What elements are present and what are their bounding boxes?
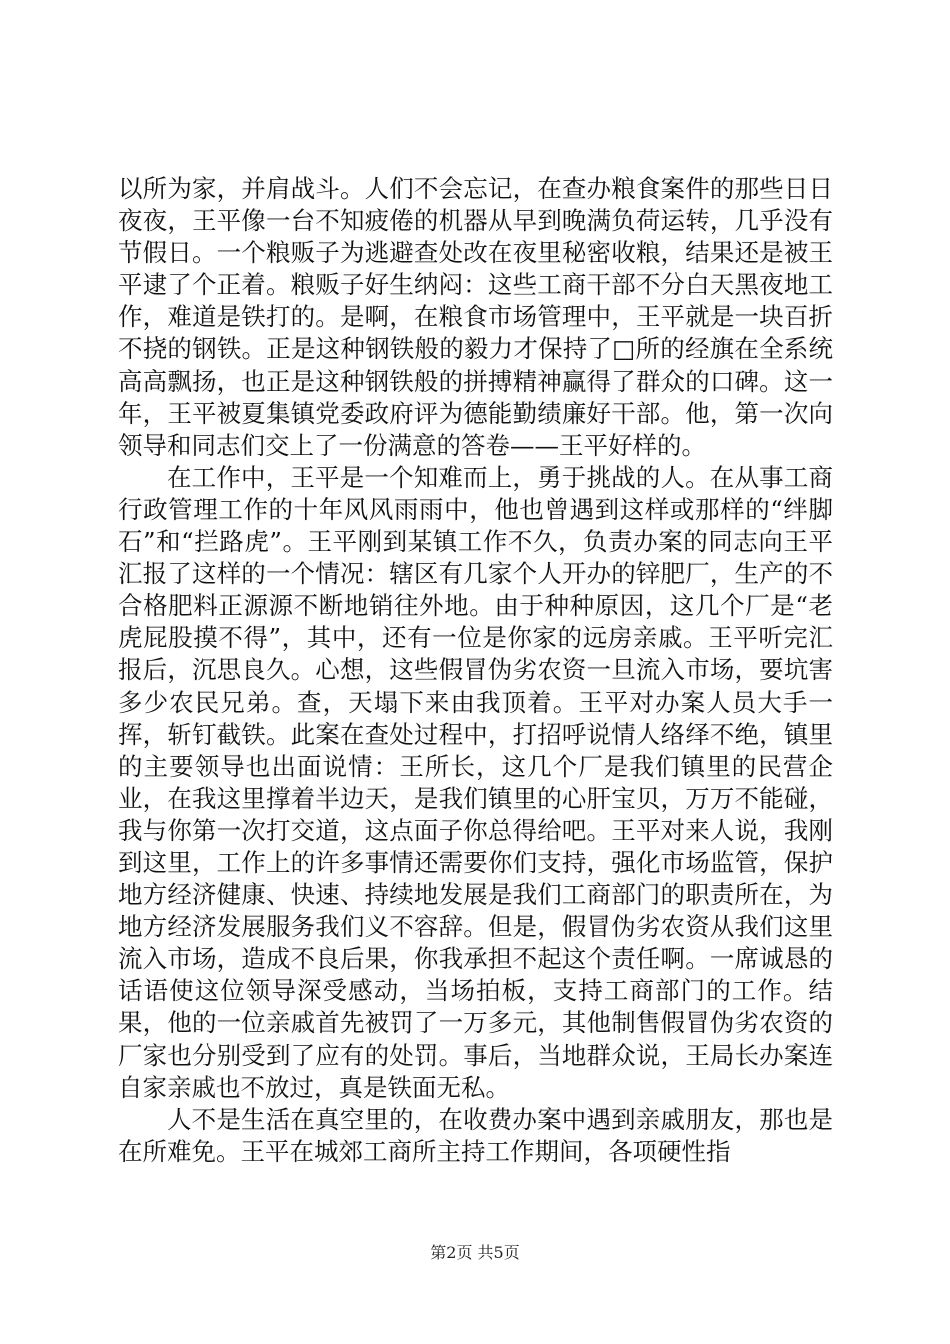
paragraph-2: 在工作中，王平是一个知难而上，勇于挑战的人。在从事工商行政管理工作的十年风风雨雨中，他也曾遇到这样或那样的“绊脚石”和“拦路虎”。王平刚到某镇工作不久，负责办案的同志向王平汇报了这样的一个情况：辖区有几家个人开办的锌肥厂，生产的不合格肥料正源源不断地销往外地。由于种种原因，这几个厂是“老虎屁股摸不得”，其中，还有一位是你家的远房亲戚。王平听完汇报后，沉思良久。心想，这些假冒伪劣农资一旦流入市场，要坑害多少农民兄弟。查，天塌下来由我顶着。王平对办案人员大手一挥，斩钉截铁。此案在查处过程中，打招呼说情人络绎不绝，镇里的主要领导也出面说情：王所长，这几个厂是我们镇里的民营企业，在我这里撑着半边天，是我们镇里的心肝宝贝，万万不能碰，我与你第一次打交道，这点面子你总得给吧。王平对来人说，我刚到这里，工作上的许多事情还需要你们支持，强化市场监管，保护地方经济健康、快速、持续地发展是我们工商部门的职责所在，为地方经济发展服务我们义不容辞。但是，假冒伪劣农资从我们这里流入市场，造成不良后果，你我承担不起这个责任啊。一席诚恳的话语使这位领导深受感动，当场拍板，支持工商部门的工作。结果，他的一位亲戚首先被罚了一万多元，其他制售假冒伪劣农资的厂家也分别受到了应有的处罚。事后，当地群众说，王局长办案连自家亲戚也不放过，真是铁面无私。	[118, 462, 833, 1102]
paragraph-1: 以所为家，并肩战斗。人们不会忘记，在查办粮食案件的那些日日夜夜，王平像一台不知疲倦的机器从早到晚满负荷运转，几乎没有节假日。一个粮贩子为逃避查处改在夜里秘密收粮，结果还是被王平逮了个正着。粮贩子好生纳闷：这些工商干部不分白天黑夜地工作，难道是铁打的。是啊，在粮食市场管理中，王平就是一块百折不挠的钢铁。正是这种钢铁般的毅力才保持了□所的经旗在全系统高高飘扬，也正是这种钢铁般的拼搏精神赢得了群众的口碑。这一年，王平被夏集镇党委政府评为德能勤绩廉好干部。他，第一次向领导和同志们交上了一份满意的答卷——王平好样的。	[118, 174, 833, 460]
body-text	[118, 173, 833, 1168]
paragraph-3: 人不是生活在真空里的，在收费办案中遇到亲戚朋友，那也是在所难免。王平在城郊工商所主持工作期间，各项硬性指	[118, 1104, 833, 1166]
page-footer: 第2页 共5页	[430, 1243, 520, 1262]
